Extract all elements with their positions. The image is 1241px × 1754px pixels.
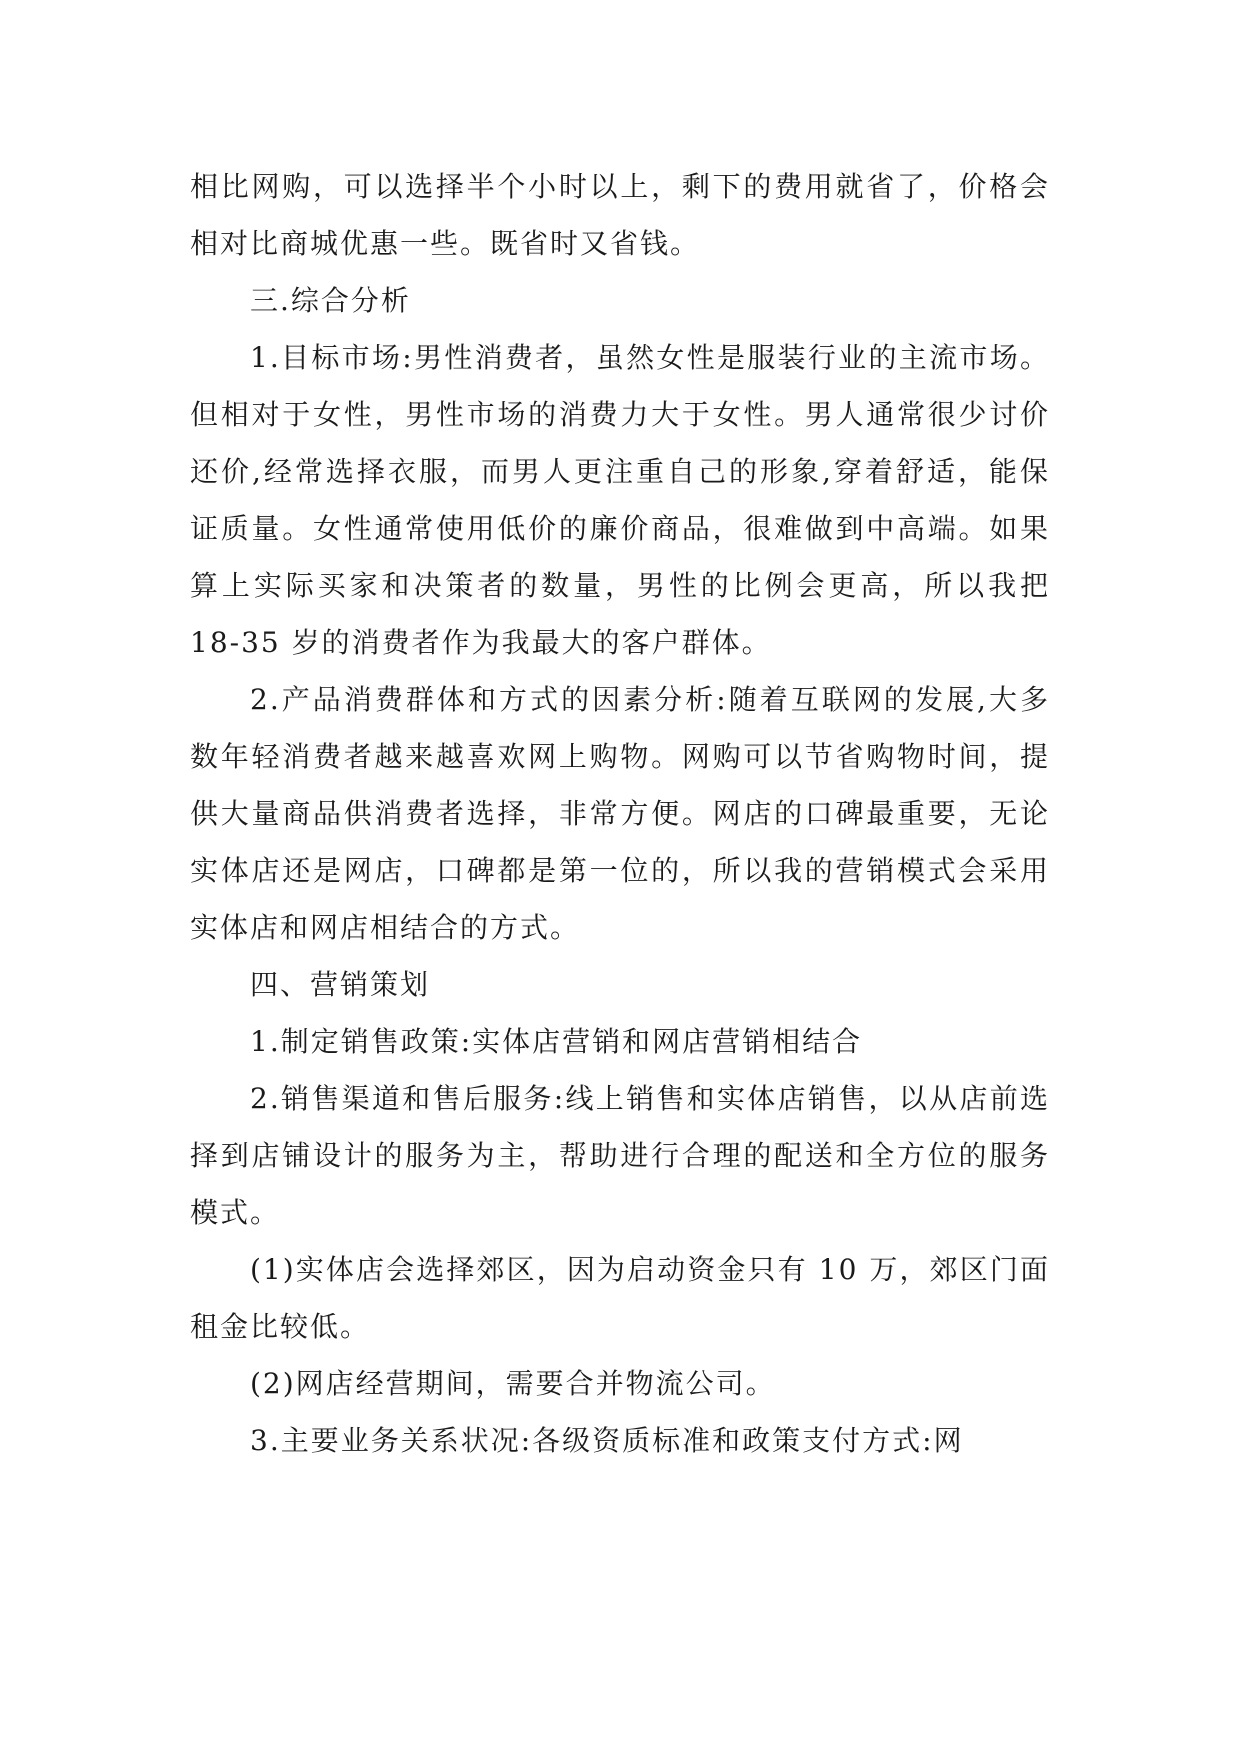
paragraph-online-store: (2)网店经营期间，需要合并物流公司。 — [250, 1367, 776, 1400]
paragraph-sales-policy: 1.制定销售政策:实体店营销和网店营销相结合 — [250, 1025, 863, 1058]
paragraph-business-relations: 3.主要业务关系状况:各级资质标准和政策支付方式:网 — [250, 1424, 964, 1457]
paragraph-physical-store: (1)实体店会选择郊区，因为启动资金只有 10 万，郊区门面租金比较低。 — [190, 1253, 1050, 1343]
paragraph-sales-channels: 2.销售渠道和售后服务:线上销售和实体店销售，以从店前选择到店铺设计的服务为主，帮助进行合理的配送和全方位的服务模式。 — [190, 1082, 1050, 1229]
document-body — [190, 158, 1050, 1469]
paragraph-target-market: 1.目标市场:男性消费者，虽然女性是服装行业的主流市场。但相对于女性，男性市场的消费力大于女性。男人通常很少讨价还价,经常选择衣服，而男人更注重自己的形象,穿着舒适，能保证质量。女性通常使用低价的廉价商品，很难做到中高端。如果算上实际买家和决策者的数量，男性的比例会更高，所以我把 18-35 岁的消费者作为我最大的客户群体。 — [190, 341, 1050, 659]
section-heading-3: 三.综合分析 — [250, 284, 411, 317]
paragraph-1: 相比网购，可以选择半个小时以上，剩下的费用就省了，价格会相对比商城优惠一些。既省时又省钱。 — [190, 170, 1050, 260]
paragraph-consumer-analysis: 2.产品消费群体和方式的因素分析:随着互联网的发展,大多数年轻消费者越来越喜欢网上购物。网购可以节省购物时间，提供大量商品供消费者选择，非常方便。网店的口碑最重要，无论实体店还是网店，口碑都是第一位的，所以我的营销模式会采用实体店和网店相结合的方式。 — [190, 683, 1050, 944]
section-heading-4: 四、营销策划 — [250, 968, 431, 1001]
